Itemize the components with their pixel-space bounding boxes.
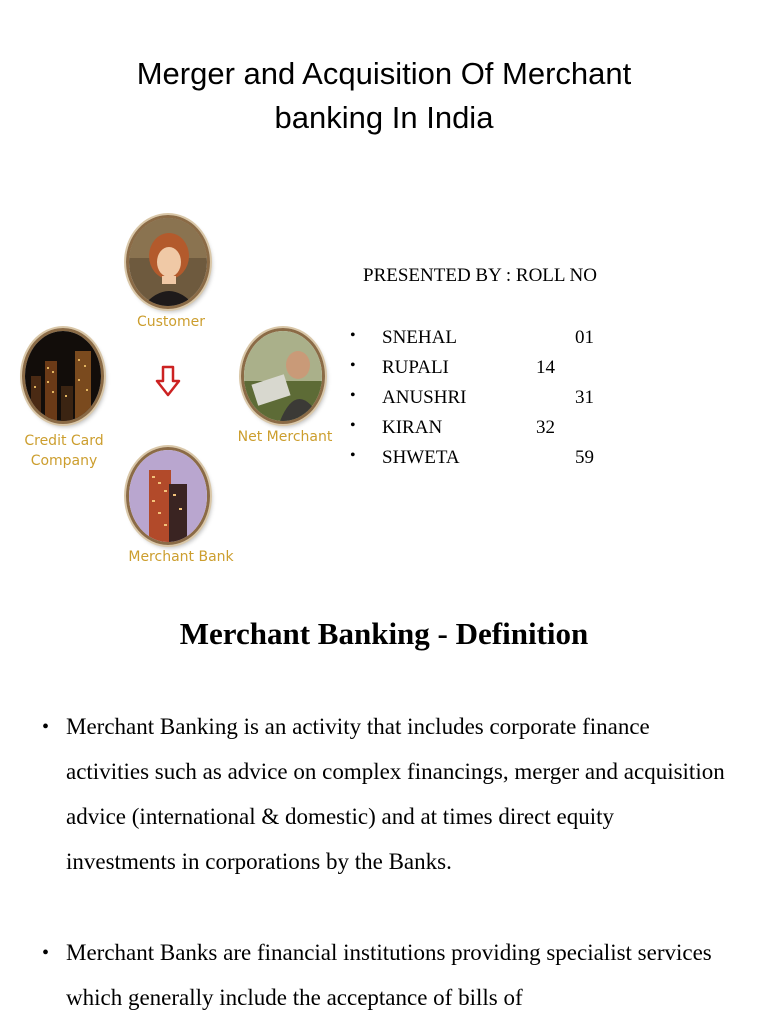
down-arrow-icon xyxy=(155,365,181,397)
title-line-1: Merger and Acquisition Of Merchant xyxy=(136,56,632,91)
member-roll: 31 xyxy=(575,387,594,408)
member-list xyxy=(350,323,630,473)
presented-by-heading: PRESENTED BY : ROLL NO xyxy=(363,265,597,286)
definition-paragraph-2: Merchant Banks are financial institutions providing specialist services which generally include the acceptance of bills of xyxy=(66,940,712,1010)
member-roll: 59 xyxy=(575,447,594,468)
bullet: • xyxy=(350,447,356,464)
member-roll: 14 xyxy=(536,357,555,378)
member-name: SNEHAL xyxy=(382,327,457,348)
credit-card-company-image xyxy=(22,328,104,424)
list-item xyxy=(350,323,630,353)
member-roll: 01 xyxy=(575,327,594,348)
merchant-bank-label: Merchant Bank xyxy=(128,549,234,565)
member-name: KIRAN xyxy=(382,417,443,438)
net-merchant-image xyxy=(241,328,325,424)
credit-card-label xyxy=(14,431,114,471)
bullet: • xyxy=(350,417,356,434)
merchant-bank-image xyxy=(126,447,210,545)
list-item xyxy=(350,413,630,443)
member-roll: 32 xyxy=(536,417,555,438)
bullet: • xyxy=(42,716,50,738)
member-name: ANUSHRI xyxy=(382,387,467,408)
list-item xyxy=(350,383,630,413)
credit-card-label-line-1: Credit Card xyxy=(24,433,104,449)
bullet: • xyxy=(350,327,356,344)
list-item xyxy=(350,353,630,383)
list-item xyxy=(350,443,630,473)
slide-title xyxy=(0,52,768,140)
credit-card-label-line-2: Company xyxy=(30,453,98,469)
merchant-flow-diagram xyxy=(0,205,360,575)
definition-paragraph-1: Merchant Banking is an activity that includes corporate finance activities such as advice on complex financings, merger and acquisition advice (international & domestic) and at times direct equity investments in corporations by the Banks. xyxy=(66,714,725,874)
customer-image xyxy=(126,215,210,309)
customer-label: Customer xyxy=(136,314,205,330)
member-name: RUPALI xyxy=(382,357,449,378)
net-merchant-label: Net Merchant xyxy=(237,429,333,445)
bullet: • xyxy=(350,357,356,374)
title-line-2: banking In India xyxy=(274,100,494,135)
section-title: Merchant Banking - Definition xyxy=(179,616,589,651)
bullet: • xyxy=(42,942,50,964)
bullet: • xyxy=(350,387,356,404)
member-name: SHWETA xyxy=(382,447,460,468)
